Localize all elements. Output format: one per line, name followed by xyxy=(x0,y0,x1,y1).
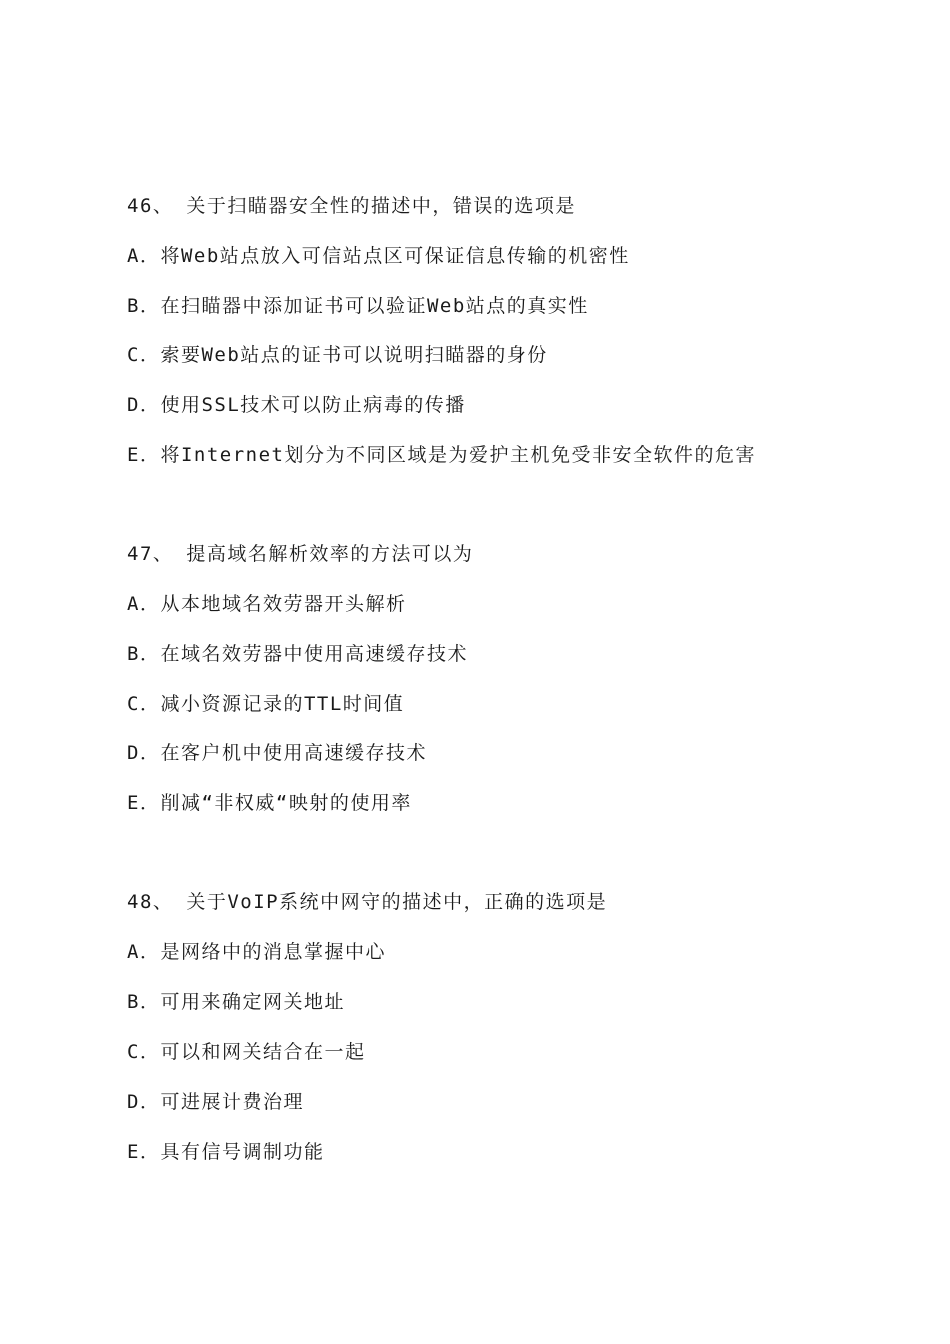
question-47-stem xyxy=(127,542,473,566)
question-47-text: 提高域名解析效率的方法可以为 xyxy=(186,543,474,565)
question-46-stem xyxy=(127,194,576,218)
question-48-number: 48、 xyxy=(127,891,174,913)
question-48-option-a: A．是网络中的消息掌握中心 xyxy=(127,941,386,963)
question-46-number: 46、 xyxy=(127,195,174,217)
question-47-option-c: C．减小资源记录的TTL时间值 xyxy=(127,693,405,715)
question-48-option-e: E．具有信号调制功能 xyxy=(127,1141,325,1163)
question-48-option-b: B．可用来确定网关地址 xyxy=(127,991,345,1013)
question-46-option-b: B．在扫瞄器中添加证书可以验证Web站点的真实性 xyxy=(127,295,589,317)
question-46-option-d: D．使用SSL技术可以防止病毒的传播 xyxy=(127,394,466,416)
question-47-option-e: E．削减“非权威“映射的使用率 xyxy=(127,792,412,814)
question-46-text: 关于扫瞄器安全性的描述中，错误的选项是 xyxy=(186,195,576,217)
question-48-option-c: C．可以和网关结合在一起 xyxy=(127,1041,366,1063)
question-48-text: 关于VoIP系统中网守的描述中，正确的选项是 xyxy=(186,891,608,913)
question-47-number: 47、 xyxy=(127,543,174,565)
question-48-option-d: D．可进展计费治理 xyxy=(127,1091,304,1113)
question-46-option-c: C．索要Web站点的证书可以说明扫瞄器的身份 xyxy=(127,344,548,366)
question-48-stem xyxy=(127,890,607,914)
question-47-option-b: B．在域名效劳器中使用高速缓存技术 xyxy=(127,643,468,665)
question-46-option-a: A．将Web站点放入可信站点区可保证信息传输的机密性 xyxy=(127,245,630,267)
question-46-option-e: E．将Internet划分为不同区域是为爱护主机免受非安全软件的危害 xyxy=(127,444,756,466)
question-47-option-a: A．从本地域名效劳器开头解析 xyxy=(127,593,407,615)
question-47-option-d: D．在客户机中使用高速缓存技术 xyxy=(127,742,427,764)
